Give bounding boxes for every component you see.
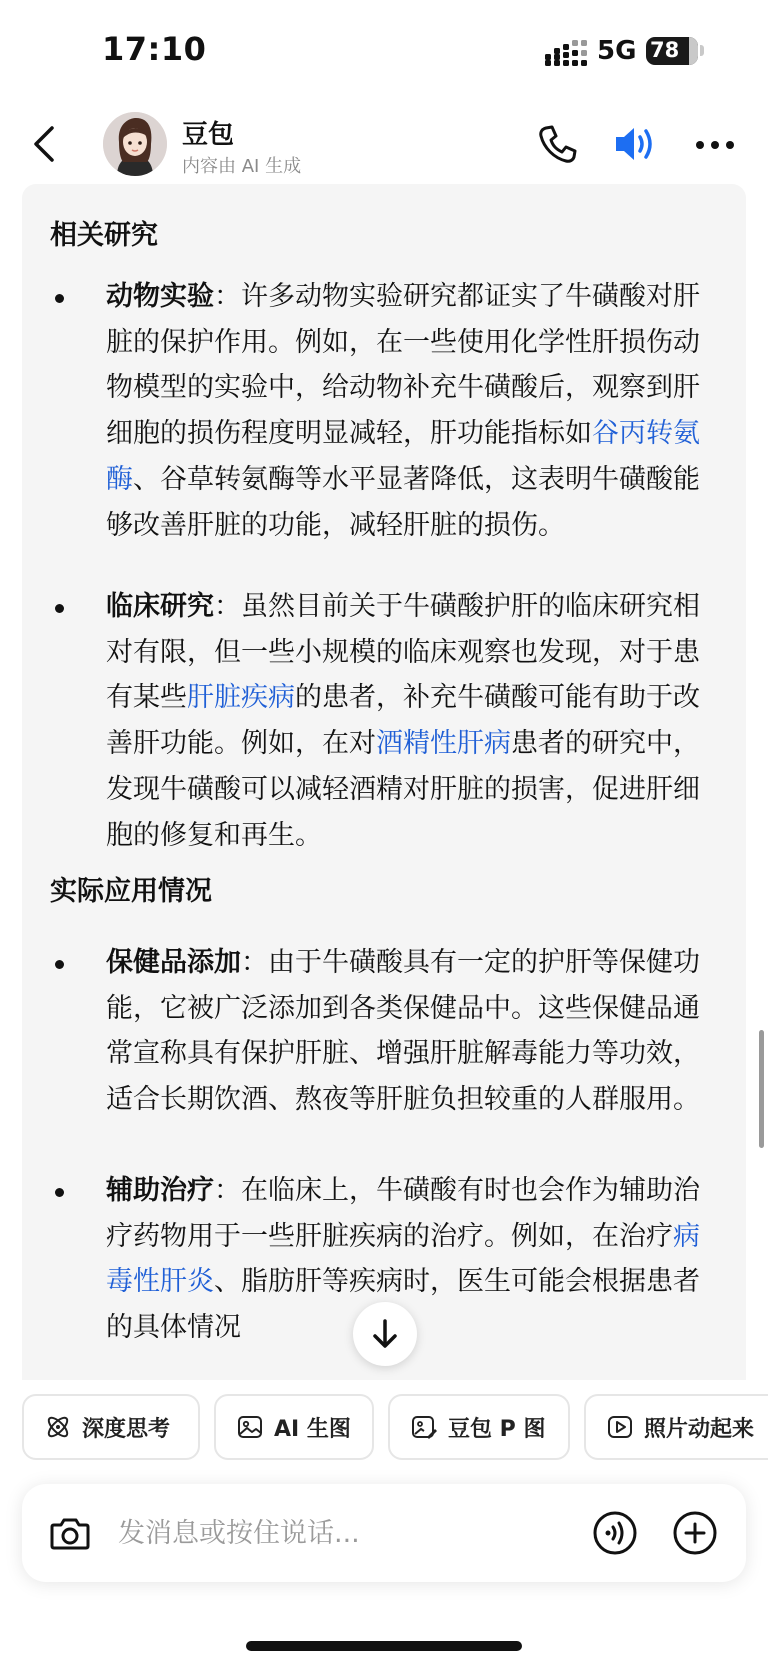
battery-level: 78 [650,38,680,62]
bullet-text: ：虽然目前关于牛磺酸护肝的临床研究相对有限，但一些小规模的临床观察也发现，对于患有某些 [106,591,700,714]
bullet-label: 保健品添加 [106,947,241,978]
bullet-text: ：在临床上，牛磺酸有时也会作为辅助治疗药物用于一些肝脏疾病的治疗。例如，在治疗 [106,1175,700,1252]
battery-tip [700,45,704,56]
atom-icon [44,1413,72,1441]
phone-icon[interactable] [536,122,580,166]
ai-generated-note: 内容由 AI 生成 [182,156,302,177]
message-input[interactable] [118,1506,588,1560]
chip-animate-photo[interactable] [584,1394,768,1460]
status-time: 17:10 [102,30,207,68]
bullet-text: ：由于牛磺酸具有一定的护肝等保健功能，它被广泛添加到各类保健品中。这些保健品通常宣称具有保护肝脏、增强肝脏解毒能力等功效，适合长期饮酒、熬夜等肝脏负担较重的人群服用。 [106,947,700,1116]
plus-icon[interactable] [672,1510,718,1556]
more-icon[interactable] [692,130,738,160]
bullet-text: 的患者，补充牛磺酸可能有助于改善肝功能。例如，在对 [106,682,700,760]
bullet-label: 动物实验 [106,281,214,312]
section-title-research: 相关研究 [50,220,158,251]
play-icon [606,1413,634,1441]
back-icon[interactable] [28,120,64,168]
image-icon [236,1413,264,1441]
bullet-dot [55,294,64,303]
voice-icon[interactable] [592,1510,638,1556]
link-alcoholic-liver-disease[interactable]: 酒精性肝病 [376,728,511,760]
battery-indicator [646,37,698,65]
composer-area [0,1380,768,1665]
list-item [50,940,720,1123]
image-edit-icon [410,1413,438,1441]
bullet-text: 、脂肪肝等疾病时，医生可能会根据患者的具体情况 [106,1266,700,1344]
network-type: 5G [597,36,637,66]
status-bar [0,0,768,100]
bullet-label: 辅助治疗 [106,1175,214,1206]
chip-deep-think[interactable] [22,1394,200,1460]
chip-label: AI 生图 [274,1416,351,1442]
signal-icon [545,40,587,66]
chip-doubao-p-image[interactable] [388,1394,570,1460]
home-indicator [246,1641,522,1651]
chip-label: 照片动起来 [644,1416,755,1442]
list-item [50,274,720,548]
link-alt[interactable]: 谷丙转氨酶 [106,418,700,495]
message-input-bar [22,1484,746,1582]
scroll-to-bottom-button[interactable] [353,1302,417,1366]
link-liver-disease[interactable]: 肝脏疾病 [187,682,295,714]
bullet-text: 、谷草转氨酶等水平显著降低，这表明牛磺酸能够改善肝脏的功能，减轻肝脏的损伤。 [106,463,700,541]
bullet-dot [55,604,64,613]
bullet-dot [55,960,64,969]
chat-header [0,100,768,188]
assistant-message [22,184,746,1380]
avatar[interactable] [103,112,167,176]
chip-ai-image[interactable] [214,1394,374,1460]
section-title-application: 实际应用情况 [50,876,212,907]
speaker-icon[interactable] [612,122,658,166]
bot-name: 豆包 [182,120,235,150]
bullet-dot [55,1188,64,1197]
camera-icon[interactable] [48,1511,92,1555]
link-viral-hepatitis[interactable]: 病毒性肝炎 [106,1220,700,1298]
scrollbar-thumb[interactable] [759,1030,764,1148]
arrow-down-icon [371,1318,399,1350]
bullet-text: ：许多动物实验研究都证实了牛磺酸对肝脏的保护作用。例如，在一些使用化学性肝损伤动物模型的实验中，给动物补充牛磺酸后，观察到肝细胞的损伤程度明显减轻，肝功能指标如 [106,281,700,450]
avatar-icon [103,112,167,176]
bullet-text: 患者的研究中，发现牛磺酸可以减轻酒精对肝脏的损害，促进肝细胞的修复和再生。 [106,728,700,851]
chip-label: 豆包 P 图 [448,1416,546,1442]
bullet-label: 临床研究 [106,591,214,622]
chip-label: 深度思考 [82,1416,171,1442]
list-item [50,584,720,858]
